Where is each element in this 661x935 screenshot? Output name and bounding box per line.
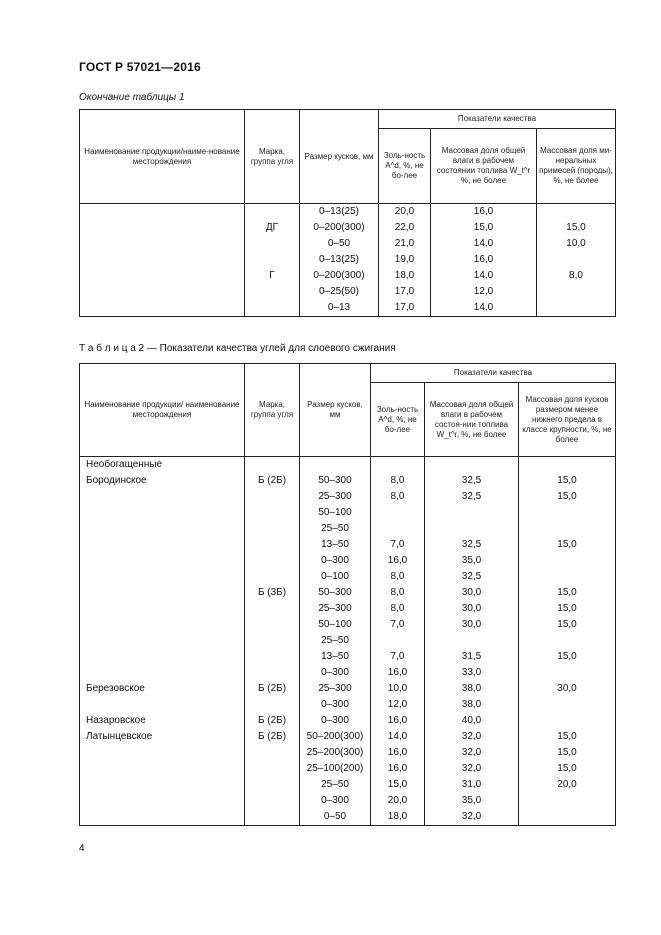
cell-name: Назаровское: [80, 713, 245, 729]
cell-size: 0–200(300): [300, 268, 379, 284]
cell-ash: 8,0: [371, 585, 425, 601]
cell-moisture: [425, 633, 519, 649]
table-row: [80, 300, 616, 317]
table-row: [80, 729, 616, 745]
cell-moisture: 32,0: [425, 809, 519, 826]
cell-name: [80, 553, 245, 569]
cell-name: [80, 521, 245, 537]
table-row: [80, 665, 616, 681]
cell-moisture: 14,0: [431, 236, 537, 252]
table-row: [80, 761, 616, 777]
cell-moisture: 38,0: [425, 681, 519, 697]
cell-grade: [245, 617, 300, 633]
cell-size: 0–13(25): [300, 204, 379, 221]
cell-moisture: [425, 457, 519, 474]
cell-ash: 16,0: [371, 553, 425, 569]
cell-name: Необогащенные: [80, 457, 245, 474]
cell-fines: [519, 569, 616, 585]
cell-name: [80, 809, 245, 826]
cell-impurity: 15,0: [537, 220, 616, 236]
cell-moisture: [425, 521, 519, 537]
cell-fines: 15,0: [519, 761, 616, 777]
cell-grade: [245, 649, 300, 665]
cell-name: [80, 252, 245, 268]
cell-ash: [371, 633, 425, 649]
cell-ash: 14,0: [371, 729, 425, 745]
cell-fines: 30,0: [519, 681, 616, 697]
cell-size: 25–50: [300, 777, 371, 793]
t1-header-group: Показатели качества: [379, 110, 616, 129]
cell-ash: 20,0: [379, 204, 431, 221]
t1-header-grade: Марка, группа угля: [245, 110, 300, 204]
cell-moisture: 32,5: [425, 569, 519, 585]
document-title: ГОСТ Р 57021—2016: [79, 60, 201, 74]
cell-ash: 16,0: [371, 745, 425, 761]
table-row: [80, 236, 616, 252]
t1-header-name: Наименование продукции/наиме-нование месторождения: [80, 110, 245, 204]
table2: [79, 363, 616, 826]
cell-name: [80, 505, 245, 521]
cell-name: [80, 777, 245, 793]
cell-moisture: 32,0: [425, 745, 519, 761]
cell-ash: 10,0: [371, 681, 425, 697]
cell-moisture: 40,0: [425, 713, 519, 729]
cell-moisture: 14,0: [431, 300, 537, 317]
table-row: [80, 537, 616, 553]
cell-size: 50–300: [300, 473, 371, 489]
cell-fines: [519, 553, 616, 569]
cell-size: [300, 457, 371, 474]
table-row: [80, 521, 616, 537]
cell-grade: [245, 300, 300, 317]
cell-grade: [245, 761, 300, 777]
cell-size: 25–300: [300, 601, 371, 617]
cell-size: 13–50: [300, 649, 371, 665]
t2-header-group: Показатели качества: [371, 364, 616, 383]
cell-name: [80, 793, 245, 809]
cell-name: [80, 569, 245, 585]
cell-name: [80, 649, 245, 665]
cell-grade: Б (2Б): [245, 473, 300, 489]
cell-size: 50–100: [300, 505, 371, 521]
cell-moisture: 38,0: [425, 697, 519, 713]
cell-fines: 15,0: [519, 585, 616, 601]
cell-grade: [245, 665, 300, 681]
table-row: [80, 505, 616, 521]
table-row: [80, 252, 616, 268]
cell-grade: [245, 489, 300, 505]
cell-grade: [245, 252, 300, 268]
table-row: [80, 284, 616, 300]
cell-name: [80, 633, 245, 649]
cell-ash: 16,0: [371, 665, 425, 681]
cell-name: [80, 300, 245, 317]
cell-ash: 18,0: [371, 809, 425, 826]
table-row: [80, 777, 616, 793]
cell-fines: 15,0: [519, 473, 616, 489]
cell-grade: ДГ: [245, 220, 300, 236]
cell-moisture: 14,0: [431, 268, 537, 284]
t2-header-size: Размер кусков, мм: [300, 364, 371, 457]
table-row: [80, 617, 616, 633]
t2-header-name: Наименование продукции/ наименование месторождения: [80, 364, 245, 457]
cell-moisture: 35,0: [425, 793, 519, 809]
cell-moisture: 15,0: [431, 220, 537, 236]
cell-ash: 16,0: [371, 713, 425, 729]
cell-name: Бородинское: [80, 473, 245, 489]
cell-moisture: 35,0: [425, 553, 519, 569]
cell-ash: 22,0: [379, 220, 431, 236]
cell-size: 25–50: [300, 633, 371, 649]
cell-impurity: 8,0: [537, 268, 616, 284]
cell-name: [80, 745, 245, 761]
cell-fines: [519, 697, 616, 713]
cell-ash: [371, 521, 425, 537]
table2-caption: Т а б л и ц а 2 — Показатели качества углей для слоевого сжигания: [79, 343, 396, 354]
cell-name: [80, 697, 245, 713]
cell-moisture: 33,0: [425, 665, 519, 681]
cell-name: [80, 665, 245, 681]
cell-ash: 19,0: [379, 252, 431, 268]
cell-fines: [519, 633, 616, 649]
cell-ash: 21,0: [379, 236, 431, 252]
cell-ash: 7,0: [371, 617, 425, 633]
t2-header-ash: Золь-ность A^d, %, не бо-лее: [371, 383, 425, 457]
cell-fines: 15,0: [519, 649, 616, 665]
cell-moisture: 31,5: [425, 649, 519, 665]
cell-name: [80, 537, 245, 553]
cell-size: 0–50: [300, 236, 379, 252]
cell-impurity: [537, 252, 616, 268]
cell-name: Березовское: [80, 681, 245, 697]
cell-grade: [245, 745, 300, 761]
cell-name: [80, 220, 245, 236]
table-row: [80, 633, 616, 649]
cell-impurity: [537, 300, 616, 317]
cell-moisture: 30,0: [425, 601, 519, 617]
cell-size: 0–25(50): [300, 284, 379, 300]
cell-size: 0–13: [300, 300, 379, 317]
table-row: [80, 553, 616, 569]
t1-header-impurity: Массовая доля ми-неральных примесей (породы), %, не более: [537, 129, 616, 204]
cell-impurity: [537, 284, 616, 300]
cell-size: 0–300: [300, 697, 371, 713]
cell-grade: [245, 601, 300, 617]
cell-fines: [519, 665, 616, 681]
cell-grade: Б (2Б): [245, 729, 300, 745]
cell-size: 0–300: [300, 665, 371, 681]
cell-fines: 15,0: [519, 617, 616, 633]
table-row: [80, 489, 616, 505]
cell-grade: Б (3Б): [245, 585, 300, 601]
cell-grade: Г: [245, 268, 300, 284]
cell-grade: [245, 457, 300, 474]
cell-fines: [519, 505, 616, 521]
cell-ash: 8,0: [371, 601, 425, 617]
table-row: [80, 473, 616, 489]
cell-fines: 15,0: [519, 537, 616, 553]
cell-ash: 17,0: [379, 284, 431, 300]
table-row: [80, 697, 616, 713]
table-row: [80, 809, 616, 826]
cell-grade: [245, 521, 300, 537]
cell-grade: [245, 793, 300, 809]
cell-moisture: 30,0: [425, 617, 519, 633]
cell-name: [80, 761, 245, 777]
cell-grade: [245, 553, 300, 569]
cell-size: 25–100(200): [300, 761, 371, 777]
cell-grade: [245, 697, 300, 713]
cell-size: 0–13(25): [300, 252, 379, 268]
cell-impurity: 10,0: [537, 236, 616, 252]
t1-header-moisture: Массовая доля общей влаги в рабочем состоянии топлива W_t^r %, не более: [431, 129, 537, 204]
cell-grade: [245, 505, 300, 521]
t2-header-fines: Массовая доля кусков размером менее нижнего предела в классе крупности, %, не более: [519, 383, 616, 457]
cell-fines: 15,0: [519, 745, 616, 761]
cell-moisture: 32,5: [425, 537, 519, 553]
cell-moisture: 16,0: [431, 204, 537, 221]
cell-fines: 15,0: [519, 489, 616, 505]
cell-size: 0–200(300): [300, 220, 379, 236]
cell-name: [80, 236, 245, 252]
cell-name: [80, 268, 245, 284]
cell-size: 25–50: [300, 521, 371, 537]
cell-grade: Б (2Б): [245, 681, 300, 697]
page-number: 4: [79, 843, 85, 854]
table-row: [80, 204, 616, 221]
cell-ash: 18,0: [379, 268, 431, 284]
cell-grade: [245, 569, 300, 585]
cell-moisture: 12,0: [431, 284, 537, 300]
table-row: [80, 585, 616, 601]
cell-size: 25–300: [300, 681, 371, 697]
cell-size: 50–200(300): [300, 729, 371, 745]
cell-ash: 7,0: [371, 649, 425, 665]
cell-grade: [245, 809, 300, 826]
cell-ash: 8,0: [371, 489, 425, 505]
table-row: [80, 681, 616, 697]
cell-grade: [245, 236, 300, 252]
cell-grade: Б (2Б): [245, 713, 300, 729]
t1-body: [80, 204, 616, 317]
table-row: [80, 569, 616, 585]
cell-ash: 16,0: [371, 761, 425, 777]
cell-size: 0–100: [300, 569, 371, 585]
cell-ash: [371, 505, 425, 521]
table1: [79, 109, 616, 317]
table-row: [80, 220, 616, 236]
cell-name: Латынцевское: [80, 729, 245, 745]
t2-header-moisture: Массовая доля общей влаги в рабочем состоя-нии топлива W_t^r, %, не более: [425, 383, 519, 457]
cell-size: 0–300: [300, 713, 371, 729]
cell-fines: [519, 793, 616, 809]
cell-size: 50–300: [300, 585, 371, 601]
cell-moisture: 16,0: [431, 252, 537, 268]
cell-name: [80, 585, 245, 601]
cell-size: 25–200(300): [300, 745, 371, 761]
table-row: [80, 793, 616, 809]
cell-ash: 8,0: [371, 473, 425, 489]
cell-size: 50–100: [300, 617, 371, 633]
cell-grade: [245, 204, 300, 221]
cell-size: 13–50: [300, 537, 371, 553]
cell-name: [80, 284, 245, 300]
table-row: [80, 601, 616, 617]
cell-ash: 12,0: [371, 697, 425, 713]
cell-size: 0–300: [300, 553, 371, 569]
cell-moisture: 31,0: [425, 777, 519, 793]
table-row: [80, 745, 616, 761]
cell-fines: 20,0: [519, 777, 616, 793]
table-row: [80, 457, 616, 474]
cell-ash: 15,0: [371, 777, 425, 793]
cell-ash: 17,0: [379, 300, 431, 317]
cell-name: [80, 601, 245, 617]
t2-body: [80, 457, 616, 826]
table-row: [80, 713, 616, 729]
cell-fines: 15,0: [519, 729, 616, 745]
t2-header-grade: Марка, группа угля: [245, 364, 300, 457]
cell-moisture: 32,5: [425, 489, 519, 505]
cell-fines: [519, 713, 616, 729]
cell-grade: [245, 633, 300, 649]
cell-size: 0–300: [300, 793, 371, 809]
table1-caption: Окончание таблицы 1: [79, 92, 185, 103]
t1-header-ash: Золь-ность A^d, %, не бо-лее: [379, 129, 431, 204]
cell-ash: 20,0: [371, 793, 425, 809]
cell-moisture: 32,0: [425, 729, 519, 745]
cell-grade: [245, 777, 300, 793]
cell-fines: 15,0: [519, 601, 616, 617]
cell-ash: 8,0: [371, 569, 425, 585]
cell-moisture: [425, 505, 519, 521]
cell-moisture: 32,0: [425, 761, 519, 777]
cell-ash: [371, 457, 425, 474]
cell-grade: [245, 284, 300, 300]
cell-name: [80, 489, 245, 505]
cell-fines: [519, 521, 616, 537]
cell-ash: 7,0: [371, 537, 425, 553]
cell-moisture: 30,0: [425, 585, 519, 601]
cell-name: [80, 204, 245, 221]
cell-name: [80, 617, 245, 633]
t1-header-size: Размер кусков, мм: [300, 110, 379, 204]
table-row: [80, 649, 616, 665]
cell-fines: [519, 457, 616, 474]
table-row: [80, 268, 616, 284]
cell-fines: [519, 809, 616, 826]
cell-size: 0–50: [300, 809, 371, 826]
cell-moisture: 32,5: [425, 473, 519, 489]
cell-impurity: [537, 204, 616, 221]
cell-grade: [245, 537, 300, 553]
cell-size: 25–300: [300, 489, 371, 505]
